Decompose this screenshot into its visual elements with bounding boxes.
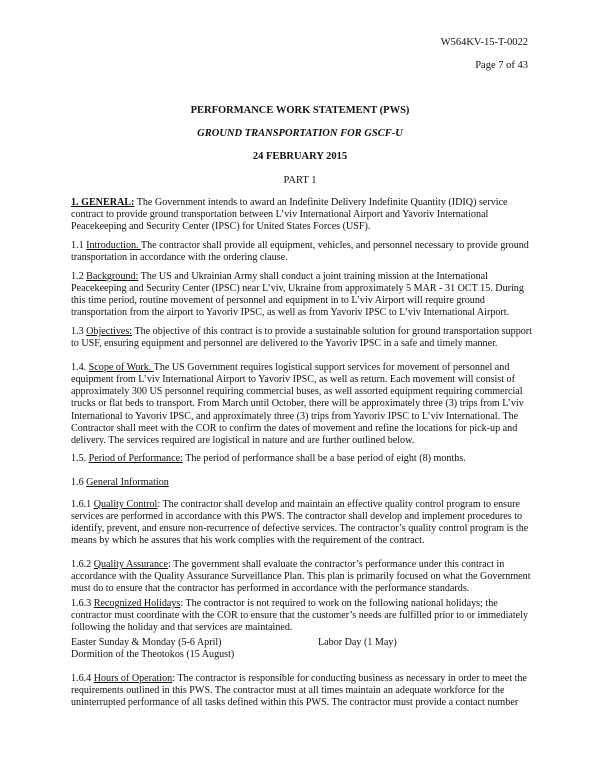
quality-assurance-number: 1.6.2 [71, 559, 94, 570]
objectives-number: 1.3 [71, 326, 87, 337]
period-text: The period of performance shall be a base period of eight (8) months. [185, 453, 466, 464]
section-background [71, 271, 533, 320]
background-heading: Background: [86, 271, 139, 282]
background-number: 1.2 [71, 271, 87, 282]
section-scope [71, 362, 533, 447]
section-general-information [71, 477, 169, 488]
general-info-number: 1.6 [71, 477, 87, 488]
pws-date: 24 FEBRUARY 2015 [252, 151, 348, 162]
objectives-heading: Objectives: [86, 326, 133, 337]
quality-control-heading: Quality Control [93, 499, 158, 510]
holiday-labor-day: Labor Day (1 May) [318, 637, 397, 648]
general-heading: 1. GENERAL: [71, 197, 135, 208]
section-general [71, 197, 533, 233]
section-period [71, 453, 533, 465]
period-heading: Period of Performance: [88, 453, 183, 464]
intro-number: 1.1 [71, 240, 87, 251]
quality-assurance-heading: Quality Assurance [93, 559, 169, 570]
general-info-heading: General Information [86, 477, 169, 488]
holiday-dormition: Dormition of the Theotokos (15 August) [71, 649, 235, 660]
hours-heading: Hours of Operation [93, 673, 173, 684]
period-number: 1.5. [71, 453, 89, 464]
quality-control-number: 1.6.1 [71, 499, 94, 510]
objectives-text: The objective of this contract is to provide a sustainable solution for ground transportation support to USF, ensuring equipment and personnel are delivered to the Yavoriv IPSC in a safe and timely manner. [71, 326, 532, 350]
background-text: The US and Ukrainian Army shall conduct a joint training mission at the International Peacekeeping and Security Center (IPSC) near L’viv, Ukraine from approximately 5 MAR - 31 OCT 15. During this time period, routine movement of personnel and equipment in to L’viv Airport will require ground transportation from the airport to Yavoriv IPSC, as well as from Yavoriv IPSC to L’viv International Airport. [71, 271, 524, 319]
intro-heading: Introduction. [86, 240, 141, 251]
section-objectives [71, 326, 533, 350]
pws-title: PERFORMANCE WORK STATEMENT (PWS) [190, 105, 410, 116]
quality-control-text: : The contractor shall develop and maintain an effective quality control program to ensure services are performed in accordance with this PWS. The contractor shall develop and implement procedures to identify, prevent, and ensure non-recurrence of defective services. The contractor’s quality control program is the means by which he assures that his work complies with the requirement of the contract. [71, 499, 529, 547]
holidays-number: 1.6.3 [71, 598, 94, 609]
section-introduction [71, 240, 533, 264]
section-hours-of-operation [71, 673, 533, 709]
holidays-text: : The contractor is not required to work on the following national holidays; the contractor must coordinate with the COR to ensure that the customer’s needs are fulfilled prior to or immediately following the holiday and that services are maintained. [71, 598, 528, 634]
part-label: PART 1 [283, 175, 317, 186]
quality-assurance-text: : The government shall evaluate the contractor’s performance under this contract in accordance with the Quality Assurance Surveillance Plan. This plan is primarily focused on what the Government must do to ensure that the contractor has performed in accordance with the performance standards. [71, 559, 531, 595]
scope-number: 1.4. [71, 362, 89, 373]
page-number: Page 7 of 43 [475, 60, 528, 71]
scope-heading: Scope of Work. [88, 362, 154, 373]
document-number: W564KV-15-T-0022 [440, 37, 528, 48]
hours-number: 1.6.4 [71, 673, 94, 684]
pws-subtitle: GROUND TRANSPORTATION FOR GSCF-U [197, 128, 403, 139]
holiday-easter: Easter Sunday & Monday (5-6 April) [71, 637, 222, 648]
holidays-heading: Recognized Holidays [93, 598, 181, 609]
scope-text: The US Government requires logistical support services for movement of personnel and equipment from L’viv International Airport to Yavoriv IPSC, as well as return. Each movement will consist of approximately 300 US personnel requiring commercial buses, as well assorted equipment requiring commercial trucks or flat beds to transport. From March until October, there will be approximately three (3) trips from L’viv International to Yavoriv IPSC, and approximately three (3) trips from Yavoriv IPSC to L’viv International. The Contractor shall meet with the COR to confirm the dates of movement and refine the locations for pick-up and delivery. The services required are logistical in nature and are further outlined below. [71, 362, 524, 446]
section-holidays [71, 598, 533, 634]
hours-text: : The contractor is responsible for conducting business as necessary in order to meet the requirements outlined in this PWS. The contractor must at all times maintain an adequate workforce for the uninterrupted performance of all tasks defined within this PWS. The contractor must provide a contact number [71, 673, 527, 709]
section-quality-assurance [71, 559, 533, 595]
intro-text: The contractor shall provide all equipment, vehicles, and personnel necessary to provide ground transportation in accordance with the ordering clause. [71, 240, 529, 264]
general-text: The Government intends to award an Indefinite Delivery Indefinite Quantity (IDIQ) service contract to provide ground transportation between L’viv International Airport and Yavoriv International Peacekeeping and Security Center (IPSC) for United States Forces (USF). [71, 197, 508, 233]
section-quality-control [71, 499, 533, 548]
